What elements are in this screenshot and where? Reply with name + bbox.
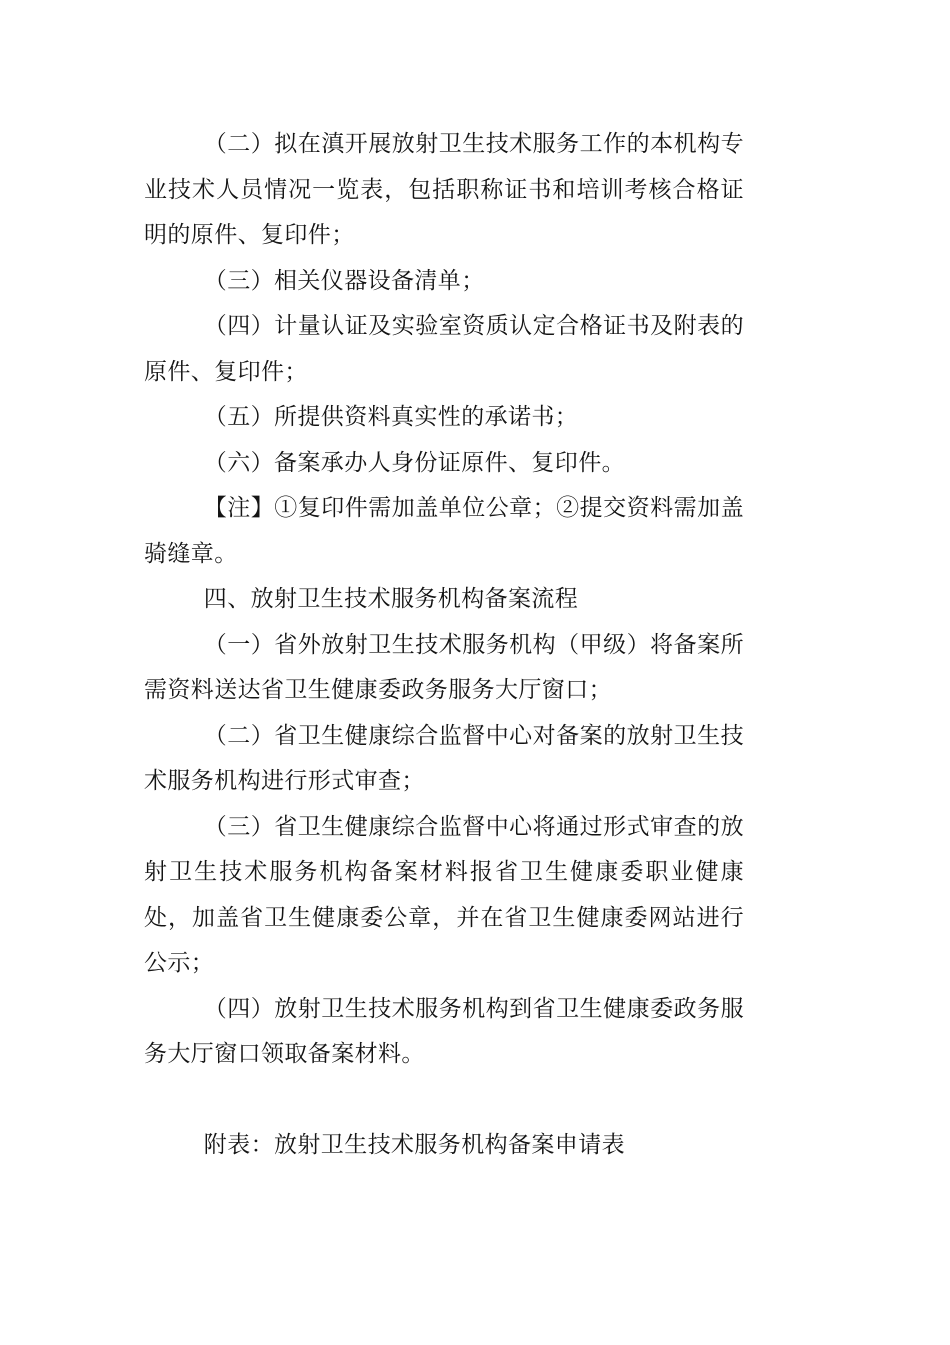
- section-heading-process: 四、放射卫生技术服务机构备案流程: [203, 586, 579, 612]
- paragraph-note: 【注】①复印件需加盖单位公章；②提交资料需加盖骑缝章。: [144, 495, 744, 567]
- paragraph-process-3: （三）省卫生健康综合监督中心将通过形式审查的放射卫生技术服务机构备案材料报省卫生健康委职业健康处，加盖省卫生健康委公章，并在省卫生健康委网站进行公示；: [144, 813, 744, 976]
- document-body: [144, 122, 744, 1169]
- paragraph-materials-5: （五）所提供资料真实性的承诺书；: [203, 404, 579, 430]
- blank-line: [144, 1078, 744, 1124]
- paragraph-materials-3: （三）相关仪器设备清单；: [203, 267, 485, 294]
- paragraph-process-1: （一）省外放射卫生技术服务机构（甲级）将备案所需资料送达省卫生健康委政务服务大厅窗口；: [144, 631, 744, 703]
- paragraph-materials-4: （四）计量认证及实验室资质认定合格证书及附表的原件、复印件；: [144, 313, 744, 385]
- paragraph-materials-2: （二）拟在滇开展放射卫生技术服务工作的本机构专业技术人员情况一览表，包括职称证书和培训考核合格证明的原件、复印件；: [144, 131, 744, 248]
- paragraph-process-2: （二）省卫生健康综合监督中心对备案的放射卫生技术服务机构进行形式审查；: [144, 722, 744, 794]
- paragraph-process-4: （四）放射卫生技术服务机构到省卫生健康委政务服务大厅窗口领取备案材料。: [144, 995, 744, 1067]
- paragraph-materials-6: （六）备案承办人身份证原件、复印件。: [203, 449, 625, 476]
- attachment-line: 附表：放射卫生技术服务机构备案申请表: [203, 1132, 625, 1158]
